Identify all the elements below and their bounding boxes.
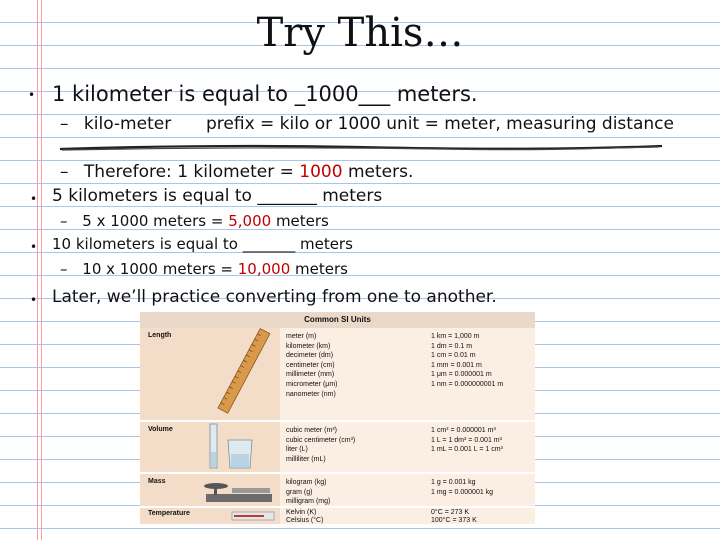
paper-rule-line <box>0 528 720 529</box>
sub-3-b: 5,000 <box>228 212 272 230</box>
relations-text: 0°C = 273 K 100°C = 373 K <box>431 509 477 524</box>
dash-icon: – <box>60 162 69 182</box>
dash-icon: – <box>60 212 68 230</box>
relations-text: 1 km = 1,000 m 1 dm = 0.1 m 1 cm = 0.01 m 1 mm = 0.001 m 1 μm = 0.000001 m 1 nm = 0.000000001 m <box>431 333 504 388</box>
sub-2-a: Therefore: 1 kilometer = <box>83 162 300 182</box>
units-text: Kelvin (K) Celsius (°C) <box>286 509 324 524</box>
page-title: Try This… <box>256 10 464 56</box>
relations-text: 1 cm³ = 0.000001 m³ 1 L = 1 dm³ = 0.001 m³ 1 mL = 0.001 L = 1 cm³ <box>431 427 503 454</box>
sub-4-a: 10 x 1000 meters = <box>82 260 238 278</box>
sub-3-a: 5 x 1000 meters = <box>82 212 229 230</box>
sub-1-kilo: kilo-meter <box>83 114 172 134</box>
paper-rule-line <box>0 206 720 207</box>
bullet-1-text: 1 kilometer is equal to _1000___ meters. <box>52 82 478 106</box>
relations-text: 1 g = 0.001 kg 1 mg = 0.000001 kg <box>431 479 494 496</box>
units-text: meter (m) kilometer (km) decimeter (dm) centimeter (cm) millimeter (mm) micrometer (μm) nanometer (nm) <box>286 333 338 398</box>
ruler-icon <box>140 328 280 420</box>
sub-4-c: meters <box>290 260 348 278</box>
row-length-relations <box>425 328 535 420</box>
sub-3-c: meters <box>271 212 329 230</box>
row-length-units <box>280 328 425 420</box>
dash-icon: – <box>60 114 69 134</box>
sub-1-prefix: prefix = kilo or 1000 unit = meter, measuring distance <box>206 114 674 134</box>
bullet-2-text: 5 kilometers is equal to _______ meters <box>52 186 383 206</box>
thermometer-icon <box>140 508 280 524</box>
si-units-table <box>140 312 535 524</box>
category-label: Temperature <box>148 510 190 517</box>
bullet-4-text: Later, we’ll practice converting from one to another. <box>52 287 497 307</box>
row-mass-units <box>280 474 425 506</box>
row-length-category <box>140 328 280 420</box>
margin-line <box>37 0 38 540</box>
bullet-icon: • <box>28 88 36 102</box>
sub-2-b: 1000 <box>299 162 343 182</box>
units-text: cubic meter (m³) cubic centimeter (cm³) liter (L) milliliter (mL) <box>286 427 356 463</box>
sub-2-c: meters. <box>342 162 414 182</box>
paper-rule-line <box>0 183 720 184</box>
bullet-icon: • <box>30 293 38 307</box>
sub-bullet-2 <box>60 162 413 182</box>
units-text: kilogram (kg) gram (g) milligram (mg) <box>286 479 331 506</box>
si-table-title: Common SI Units <box>140 312 535 328</box>
margin-line <box>41 0 42 540</box>
balance-icon <box>140 474 280 506</box>
paper-rule-line <box>0 137 720 138</box>
row-mass-category <box>140 474 280 506</box>
row-volume-units <box>280 422 425 472</box>
row-temperature-units <box>280 508 425 524</box>
category-label: Mass <box>148 478 166 485</box>
sub-bullet-4 <box>60 260 348 278</box>
bullet-icon: • <box>30 192 38 206</box>
row-temperature-category <box>140 508 280 524</box>
sub-bullet-1 <box>60 114 171 134</box>
row-mass-relations <box>425 474 535 506</box>
category-label: Volume <box>148 426 173 433</box>
row-temperature-relations <box>425 508 535 524</box>
row-volume-relations <box>425 422 535 472</box>
sub-4-b: 10,000 <box>237 260 291 278</box>
category-label: Length <box>148 332 172 339</box>
beaker-icon <box>140 422 280 472</box>
dash-icon: – <box>60 260 68 278</box>
paper-rule-line <box>0 160 720 161</box>
sub-bullet-3 <box>60 212 329 230</box>
bullet-3-text: 10 kilometers is equal to _______ meters <box>52 235 353 253</box>
scribble-underline <box>58 144 664 152</box>
bullet-icon: • <box>30 240 38 254</box>
row-volume-category <box>140 422 280 472</box>
paper-rule-line <box>0 68 720 69</box>
